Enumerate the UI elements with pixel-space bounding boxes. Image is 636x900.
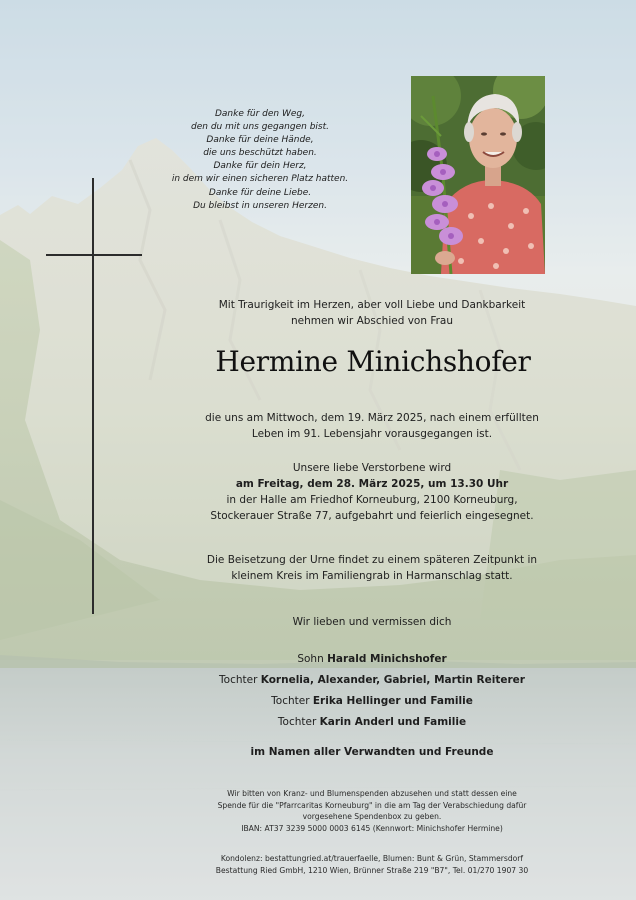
family-member [198, 649, 546, 670]
passing-line: die uns am Mittwoch, dem 19. März 2025, nach einem erfüllten [205, 412, 539, 424]
urn-burial-info [198, 552, 546, 584]
family-names: Kornelia, Alexander, Gabriel, Martin Reiterer [260, 674, 525, 686]
service-line: in der Halle am Friedhof Korneuburg, 2100 Korneuburg, [226, 494, 518, 506]
funeral-service-info [198, 460, 546, 524]
cross-vertical-bar [92, 178, 94, 614]
memorial-poem [160, 108, 360, 213]
urn-line: Die Beisetzung der Urne findet zu einem späteren Zeitpunkt in [206, 554, 538, 566]
family-names: Harald Minichshofer [327, 653, 447, 665]
family-member [198, 691, 546, 712]
family-names: Erika Hellinger und Familie [312, 695, 473, 707]
donation-line: vorgesehene Spendenbox zu geben. [302, 812, 442, 822]
portrait-illustration [411, 76, 545, 274]
funeral-home-line: Bestattung Ried GmbH, 1210 Wien, Brünner Straße 219 "B7", Tel. 01/270 1907 30 [215, 865, 529, 875]
poem-line: den du mit uns gegangen bist. [191, 122, 329, 133]
passing-notice [198, 410, 546, 442]
condolence-line: Kondolenz: bestattungried.at/trauerfaelle, Blumen: Bunt & Grün, Stammersdorf [220, 854, 524, 863]
family-member [198, 670, 546, 691]
poem-line: Du bleibst in unseren Herzen. [193, 200, 327, 211]
condolence-footer [198, 853, 546, 876]
cross-horizontal-bar [46, 254, 142, 256]
service-line: Stockerauer Straße 77, aufgebahrt und feierlich eingesegnet. [210, 510, 534, 522]
poem-line: Danke für den Weg, [214, 109, 306, 119]
donation-line: Wir bitten von Kranz- und Blumenspenden abzusehen und statt dessen eine [227, 789, 517, 798]
donation-request [198, 788, 546, 834]
intro-text [198, 297, 546, 329]
poem-line: die uns beschützt haben. [203, 148, 317, 159]
passing-line: Leben im 91. Lebensjahr vorausgegangen ist. [251, 428, 493, 440]
poem-line: Danke für deine Hände, [206, 135, 314, 146]
service-line: Unsere liebe Verstorbene wird [292, 462, 452, 474]
family-relation: Tochter [219, 674, 261, 686]
closing-line: im Namen aller Verwandten und Freunde [250, 746, 494, 758]
iban-line: IBAN: AT37 3239 5000 0003 6145 (Kennwort: Minichshofer Hermine) [241, 823, 503, 833]
poem-line: in dem wir einen sicheren Platz hatten. [171, 174, 349, 185]
intro-line: Mit Traurigkeit im Herzen, aber voll Liebe und Dankbarkeit [218, 299, 526, 311]
intro-line: nehmen wir Abschied von Frau [290, 315, 454, 327]
portrait-photo [411, 76, 545, 274]
urn-line: kleinem Kreis im Familiengrab in Harmanschlag statt. [231, 570, 513, 582]
poem-line: Danke für deine Liebe. [208, 187, 312, 198]
service-date: am Freitag, dem 28. März 2025, um 13.30 Uhr [235, 478, 509, 490]
deceased-name: Hermine Minichshofer [215, 345, 531, 378]
family-member [198, 712, 546, 733]
poem-line: Danke für dein Herz, [213, 161, 307, 172]
family-relation: Tochter [271, 695, 313, 707]
family-relation: Tochter [277, 716, 320, 728]
family-list [198, 649, 546, 733]
donation-line: Spende für die "Pfarrcaritas Korneuburg" in die am Tag der Verabschiedung dafür [217, 800, 527, 810]
family-names: Karin Anderl und Familie [319, 716, 467, 728]
love-line: Wir lieben und vermissen dich [292, 616, 452, 628]
family-relation: Sohn [297, 653, 328, 665]
